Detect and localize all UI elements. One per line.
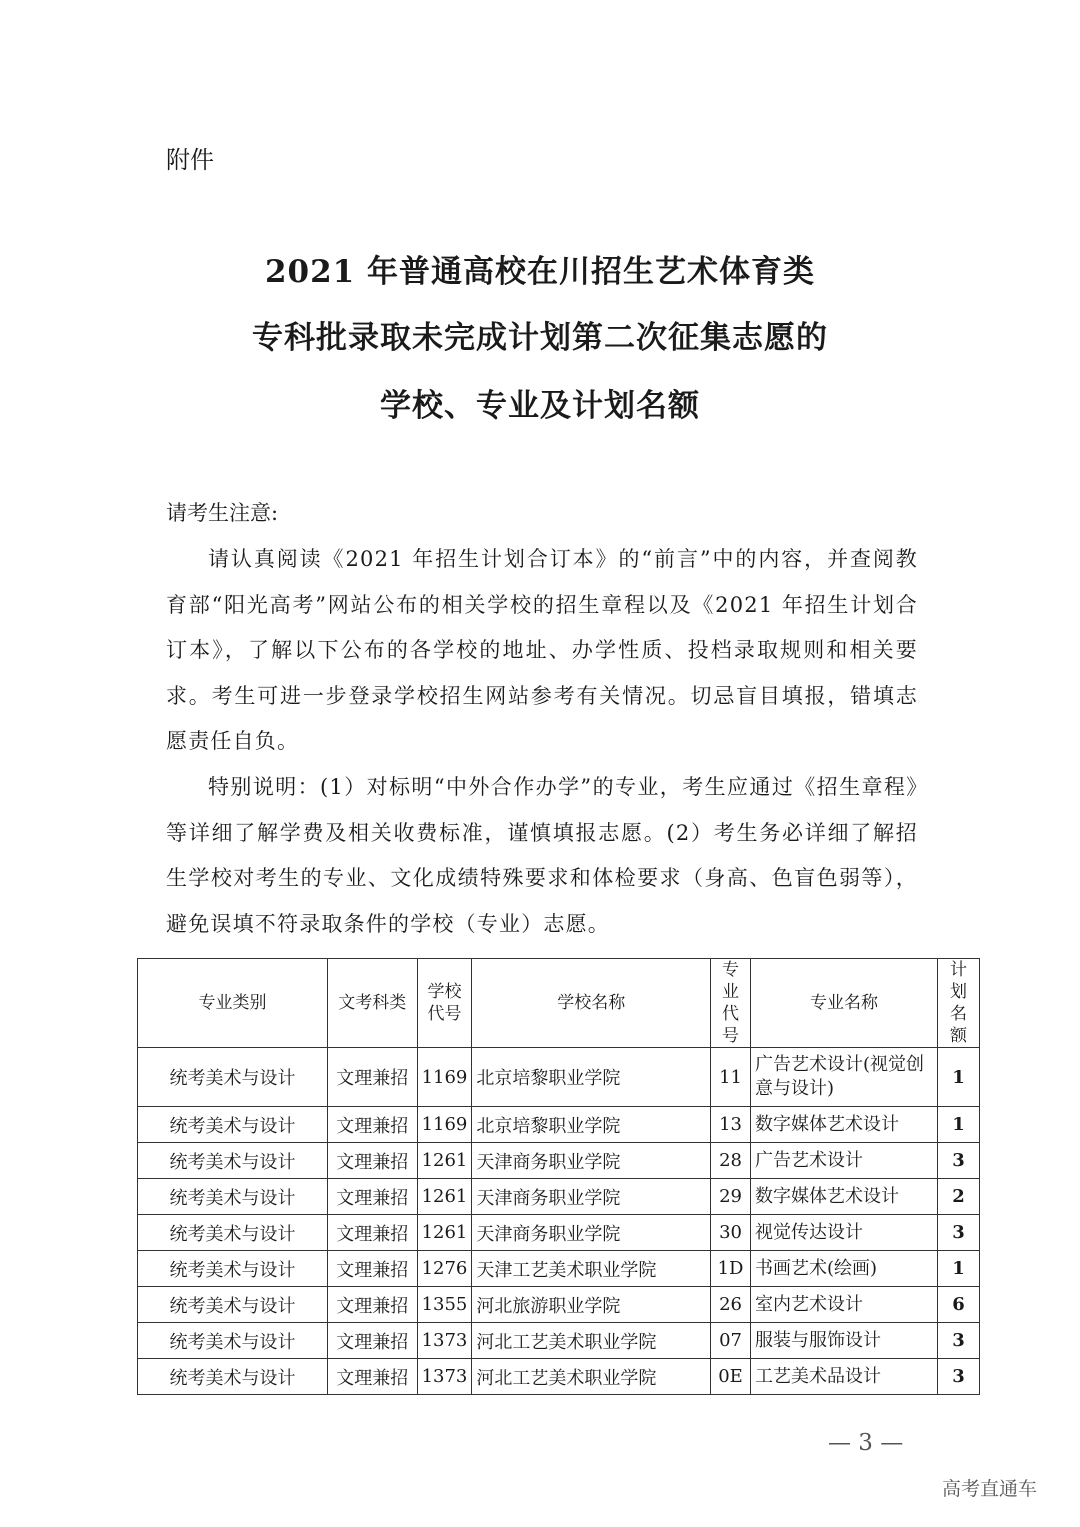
column-header: [711, 959, 751, 1048]
column-header-text: 计划: [950, 960, 968, 1002]
document-title-line-3: 学校、专业及计划名额: [380, 388, 700, 424]
cell-category: 统考美术与设计: [138, 1215, 328, 1251]
cell-category: 统考美术与设计: [138, 1251, 328, 1287]
column-header: [938, 959, 980, 1048]
cell-subject: 文理兼招: [327, 1143, 417, 1179]
cell-category: 统考美术与设计: [138, 1287, 328, 1323]
cell-subject: 文理兼招: [327, 1215, 417, 1251]
cell-school-code: 1169: [417, 1107, 472, 1143]
attachment-label: 附件: [166, 146, 214, 174]
cell-subject: 文理兼招: [327, 1287, 417, 1323]
table-row: [138, 1287, 980, 1323]
source-watermark: 高考直通车: [942, 1478, 1038, 1500]
cell-subject: 文理兼招: [327, 1048, 417, 1107]
notice-heading: 请考生注意:: [166, 501, 279, 525]
cell-school-code: 1261: [417, 1215, 472, 1251]
cell-major-code: 11: [711, 1048, 751, 1107]
column-header: [417, 959, 472, 1048]
cell-quota: 1: [938, 1107, 980, 1143]
cell-major-code: 30: [711, 1215, 751, 1251]
cell-school-code: 1355: [417, 1287, 472, 1323]
cell-subject: 文理兼招: [327, 1179, 417, 1215]
cell-major-name: 数字媒体艺术设计: [751, 1179, 938, 1215]
column-header-text: 专业类别: [198, 993, 267, 1013]
table-row: [138, 1359, 980, 1395]
cell-school-name: 北京培黎职业学院: [472, 1107, 711, 1143]
cell-school-code: 1261: [417, 1179, 472, 1215]
cell-category: 统考美术与设计: [138, 1143, 328, 1179]
column-header-text: 代号: [722, 1004, 740, 1046]
cell-quota: 3: [938, 1323, 980, 1359]
cell-major-code: 26: [711, 1287, 751, 1323]
cell-school-code: 1276: [417, 1251, 472, 1287]
cell-major-code: 07: [711, 1323, 751, 1359]
cell-quota: 3: [938, 1359, 980, 1395]
cell-school-code: 1373: [417, 1323, 472, 1359]
table-header-row: [138, 959, 980, 1048]
column-header-text: 学校名称: [557, 993, 626, 1013]
cell-major-code: 29: [711, 1179, 751, 1215]
table-row: [138, 1179, 980, 1215]
cell-major-code: 1D: [711, 1251, 751, 1287]
notice-paragraph-1: 请认真阅读《2021 年招生计划合订本》的“前言”中的内容，并查阅教育部“阳光高考”网站公布的相关学校的招生章程以及《2021 年招生计划合订本》，了解以下公布的各学校的地址、办学性质、投档录取规则和相关要求。考生可进一步登录学校招生网站参考有关情况。切忌盲目填报，错填志愿责任自负。: [166, 547, 918, 753]
cell-quota: 6: [938, 1287, 980, 1323]
column-header-text: 专业名称: [810, 993, 879, 1013]
cell-quota: 3: [938, 1215, 980, 1251]
cell-major-name: 服装与服饰设计: [751, 1323, 938, 1359]
column-header-text: 文考科类: [338, 993, 407, 1013]
cell-school-code: 1261: [417, 1143, 472, 1179]
column-header-text: 名额: [950, 1004, 968, 1046]
column-header: [327, 959, 417, 1048]
cell-school-code: 1169: [417, 1048, 472, 1107]
table-row: [138, 1215, 980, 1251]
cell-school-name: 河北工艺美术职业学院: [472, 1359, 711, 1395]
document-title-line-1: 2021 年普通高校在川招生艺术体育类: [264, 254, 816, 290]
cell-quota: 3: [938, 1143, 980, 1179]
cell-school-name: 河北旅游职业学院: [472, 1287, 711, 1323]
cell-major-name: 书画艺术(绘画): [751, 1251, 938, 1287]
table-body: [138, 1048, 980, 1395]
column-header-text: 学校: [427, 982, 462, 1002]
cell-school-name: 河北工艺美术职业学院: [472, 1323, 711, 1359]
cell-category: 统考美术与设计: [138, 1048, 328, 1107]
cell-school-code: 1373: [417, 1359, 472, 1395]
cell-major-name: 数字媒体艺术设计: [751, 1107, 938, 1143]
plan-table: [137, 958, 980, 1395]
cell-category: 统考美术与设计: [138, 1179, 328, 1215]
cell-subject: 文理兼招: [327, 1107, 417, 1143]
table-row: [138, 1323, 980, 1359]
column-header-text: 专业: [722, 960, 740, 1002]
cell-quota: 1: [938, 1251, 980, 1287]
cell-major-name: 广告艺术设计: [751, 1143, 938, 1179]
cell-major-name: 工艺美术品设计: [751, 1359, 938, 1395]
cell-category: 统考美术与设计: [138, 1323, 328, 1359]
table-row: [138, 1251, 980, 1287]
document-title-line-2: 专科批录取未完成计划第二次征集志愿的: [252, 320, 828, 356]
cell-quota: 2: [938, 1179, 980, 1215]
table-row: [138, 1048, 980, 1107]
page-number: — 3 —: [828, 1430, 904, 1456]
cell-major-code: 13: [711, 1107, 751, 1143]
cell-school-name: 天津商务职业学院: [472, 1143, 711, 1179]
notice-paragraph-2: 特别说明：(1）对标明“中外合作办学”的专业，考生应通过《招生章程》等详细了解学费及相关收费标准，谨慎填报志愿。(2）考生务必详细了解招生学校对考生的专业、文化成绩特殊要求和体检要求（身高、色盲色弱等），避免误填不符录取条件的学校（专业）志愿。: [166, 775, 918, 936]
table-row: [138, 1143, 980, 1179]
cell-major-code: 0E: [711, 1359, 751, 1395]
column-header: [138, 959, 328, 1048]
cell-major-name: 视觉传达设计: [751, 1215, 938, 1251]
cell-major-code: 28: [711, 1143, 751, 1179]
cell-subject: 文理兼招: [327, 1359, 417, 1395]
cell-school-name: 天津商务职业学院: [472, 1179, 711, 1215]
column-header-text: 代号: [427, 1004, 462, 1024]
column-header: [472, 959, 711, 1048]
cell-category: 统考美术与设计: [138, 1359, 328, 1395]
cell-category: 统考美术与设计: [138, 1107, 328, 1143]
cell-subject: 文理兼招: [327, 1251, 417, 1287]
cell-school-name: 北京培黎职业学院: [472, 1048, 711, 1107]
cell-school-name: 天津工艺美术职业学院: [472, 1251, 711, 1287]
cell-quota: 1: [938, 1048, 980, 1107]
cell-school-name: 天津商务职业学院: [472, 1215, 711, 1251]
cell-subject: 文理兼招: [327, 1323, 417, 1359]
cell-major-name: 室内艺术设计: [751, 1287, 938, 1323]
cell-major-name: 广告艺术设计(视觉创意与设计): [751, 1048, 938, 1107]
column-header: [751, 959, 938, 1048]
table-row: [138, 1107, 980, 1143]
